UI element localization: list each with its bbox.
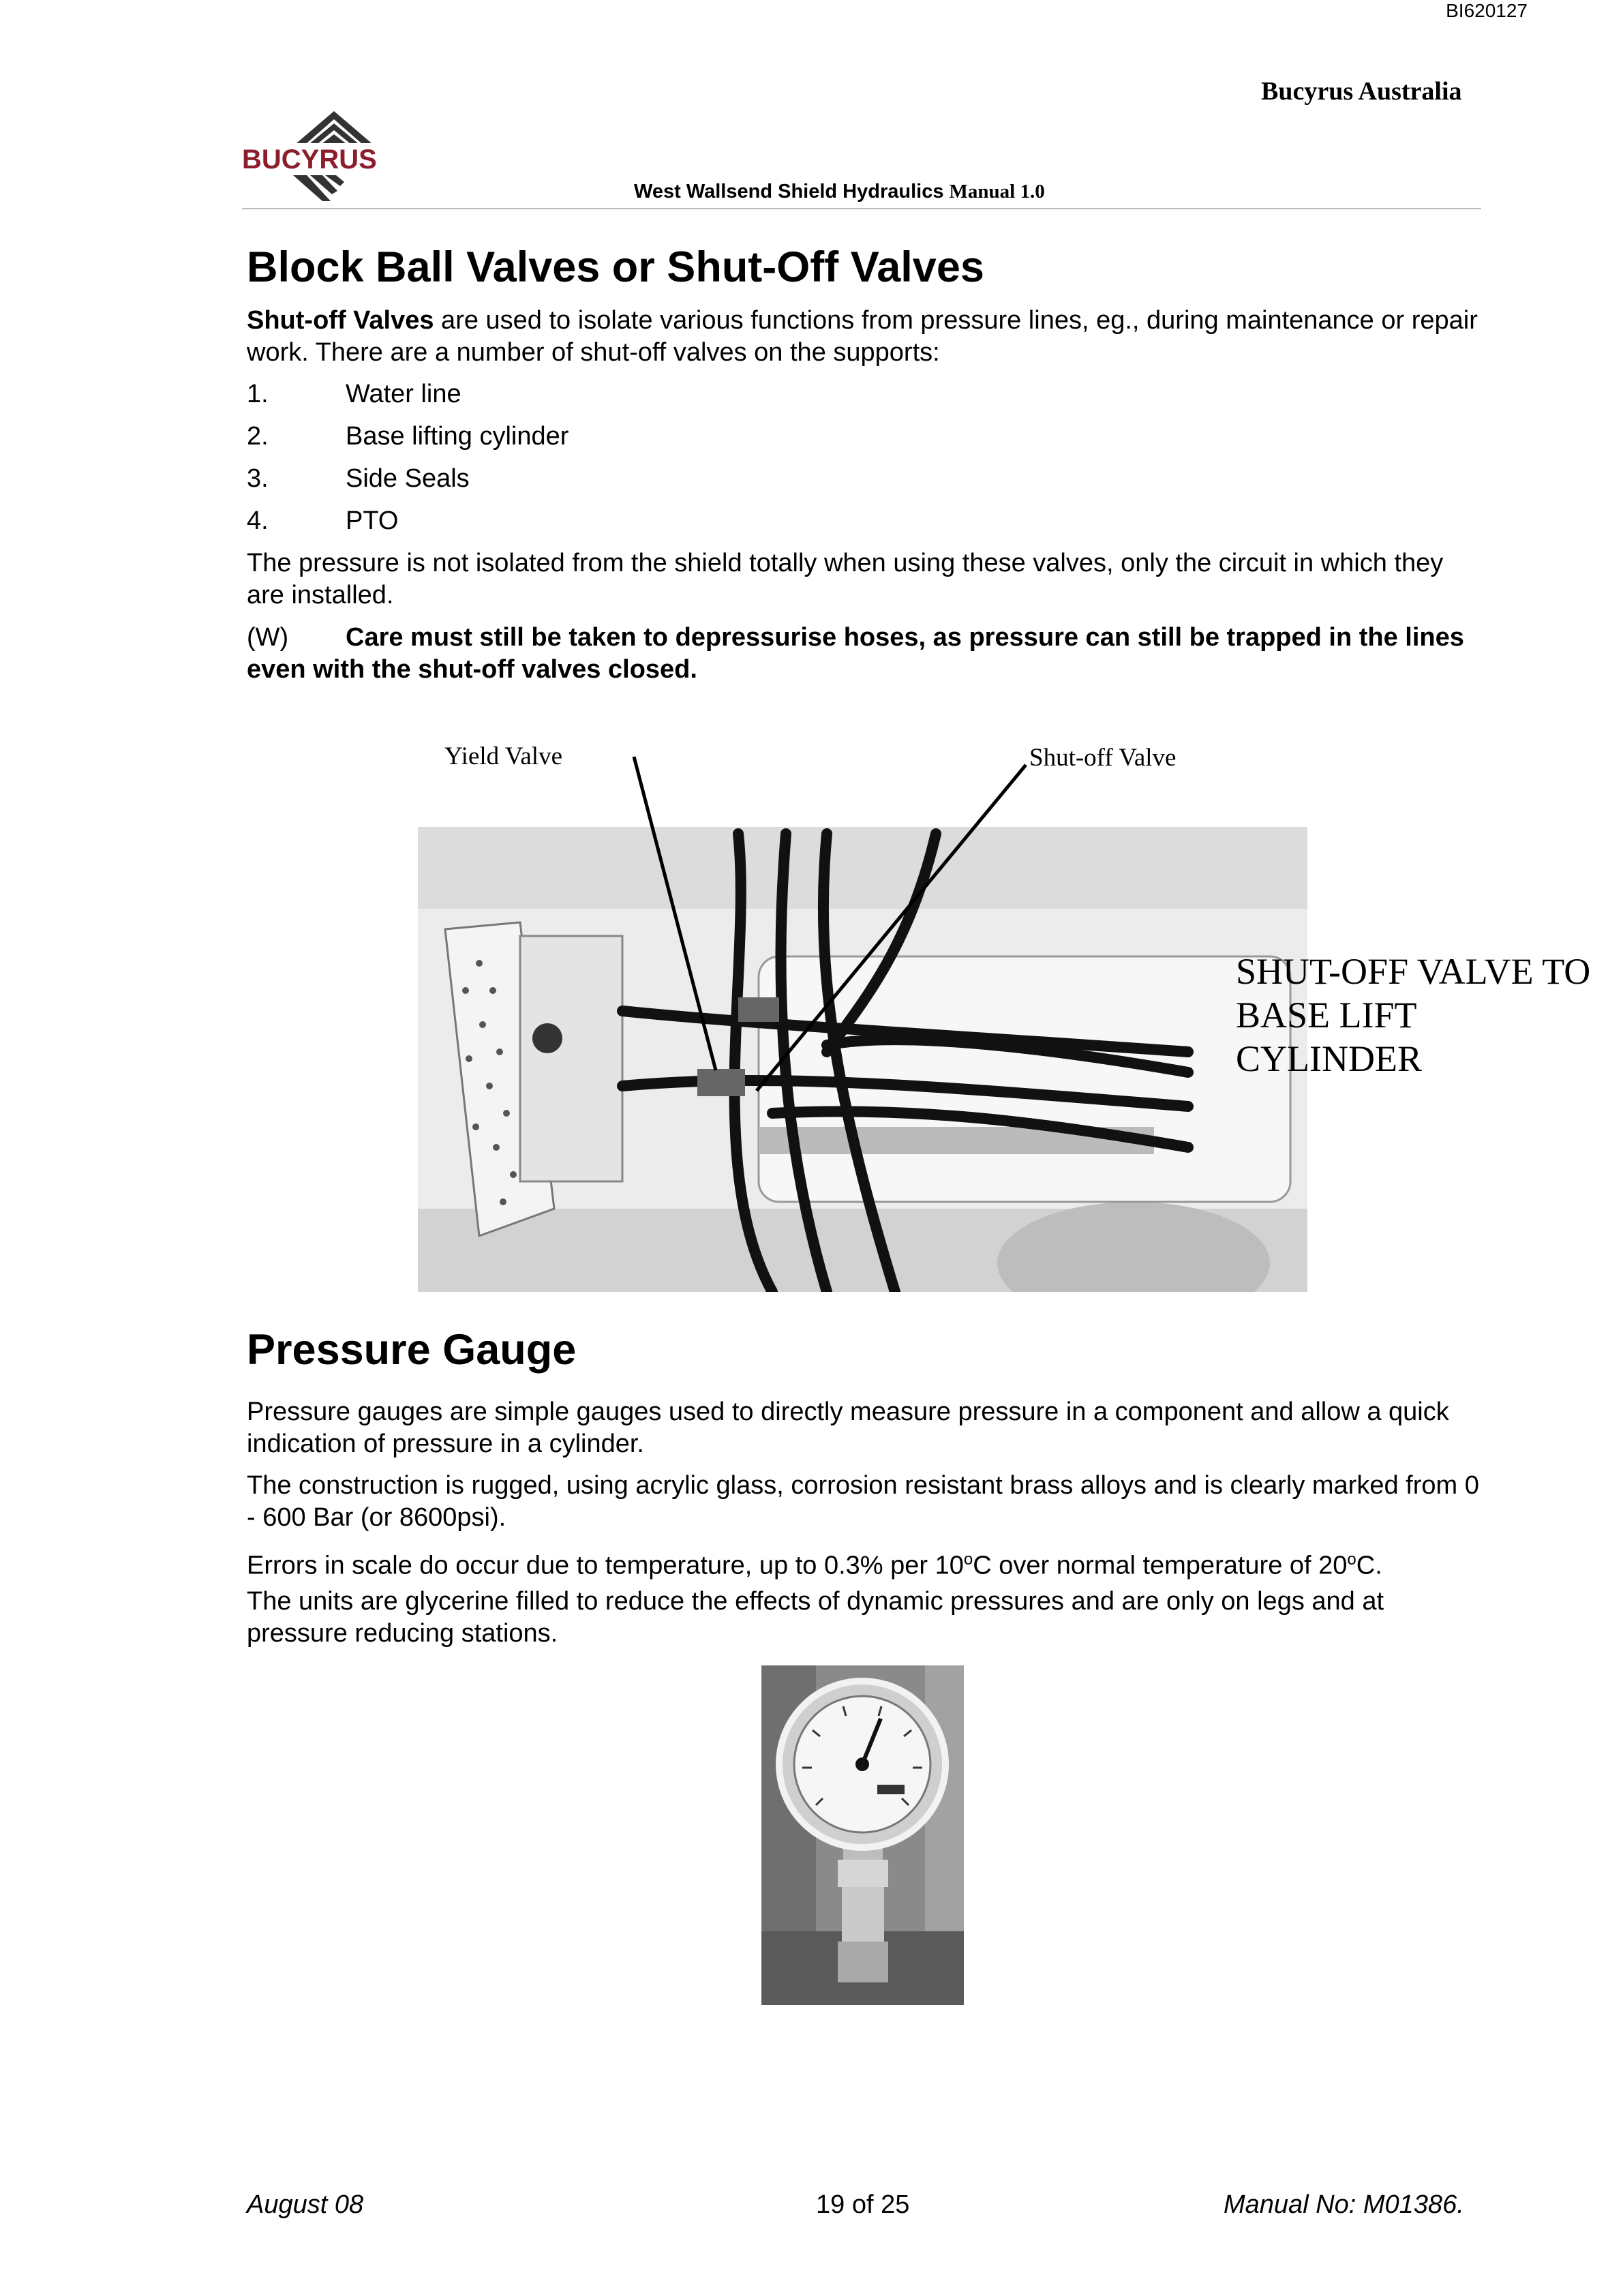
section-heading-gauge: Pressure Gauge: [247, 1326, 577, 1374]
shut-off-valve-label: Shut-off Valve: [1029, 744, 1177, 772]
pressure-gauge-photo: [761, 1665, 964, 2005]
footer-manual-number: Manual No: M01386.: [1224, 2190, 1464, 2219]
footer-date: August 08: [247, 2190, 364, 2219]
intro-text: are used to isolate various functions from pressure lines, eg., during maintenance or repair work. There are a number of shut-off valves on the supports:: [247, 306, 1478, 367]
list-number: 2.: [247, 422, 269, 451]
list-text: PTO: [346, 507, 399, 535]
warning-text: Care must still be taken to depressurise hoses, as pressure can still be trapped in the lines even with the shut-off valves closed.: [247, 623, 1464, 684]
list-number: 3.: [247, 464, 269, 493]
list-text: Side Seals: [346, 464, 470, 493]
gauge-paragraph-4: The units are glycerine filled to reduce the effects of dynamic pressures and are only on legs and at pressure reducing stations.: [247, 1587, 1384, 1648]
manual-title-text: West Wallsend Shield Hydraulics: [634, 181, 944, 202]
shut-off-valve-leader-line: [757, 765, 1026, 1091]
list-number: 1.: [247, 380, 269, 408]
pressure-gauge-photo-graphic: [761, 1665, 964, 2005]
yield-valve-label: Yield Valve: [444, 742, 562, 770]
degree-superscript: o: [1347, 1550, 1356, 1569]
list-number: 4.: [247, 507, 269, 535]
section-heading-valves: Block Ball Valves or Shut-Off Valves: [247, 243, 984, 291]
shut-off-valve-callout: SHUT-OFF VALVE TO BASE LIFT CYLINDER: [1236, 951, 1591, 1079]
gauge-paragraph-1: Pressure gauges are simple gauges used to directly measure pressure in a component and allow a quick indication of pressure in a cylinder.: [247, 1398, 1449, 1458]
p3-part-b: C over normal temperature of 20: [973, 1551, 1348, 1580]
warning-tag: (W): [247, 623, 289, 652]
company-name: Bucyrus Australia: [1261, 77, 1462, 106]
footer-page-number: 19 of 25: [816, 2190, 910, 2219]
manual-version: Manual 1.0: [949, 181, 1045, 202]
degree-superscript: o: [963, 1550, 973, 1569]
document-id: BI620127: [1446, 0, 1528, 21]
p3-part-c: C.: [1356, 1551, 1382, 1580]
logo-text: BUCYRUS: [242, 145, 377, 175]
intro-bold-term: Shut-off Valves: [247, 306, 434, 335]
gauge-paragraph-2: The construction is rugged, using acrylic glass, corrosion resistant brass alloys and is clearly marked from 0 - 600 Bar (or 8600psi).: [247, 1471, 1479, 1532]
gauge-paragraph-3: [247, 1543, 1481, 1582]
list-text: Water line: [346, 380, 461, 408]
list-text: Base lifting cylinder: [346, 422, 569, 451]
yield-valve-leader-line: [634, 757, 716, 1070]
p3-part-a: Errors in scale do occur due to temperature, up to 0.3% per 10: [247, 1551, 964, 1580]
note-paragraph: The pressure is not isolated from the shield totally when using these valves, only the circuit in which they are installed.: [247, 549, 1444, 609]
